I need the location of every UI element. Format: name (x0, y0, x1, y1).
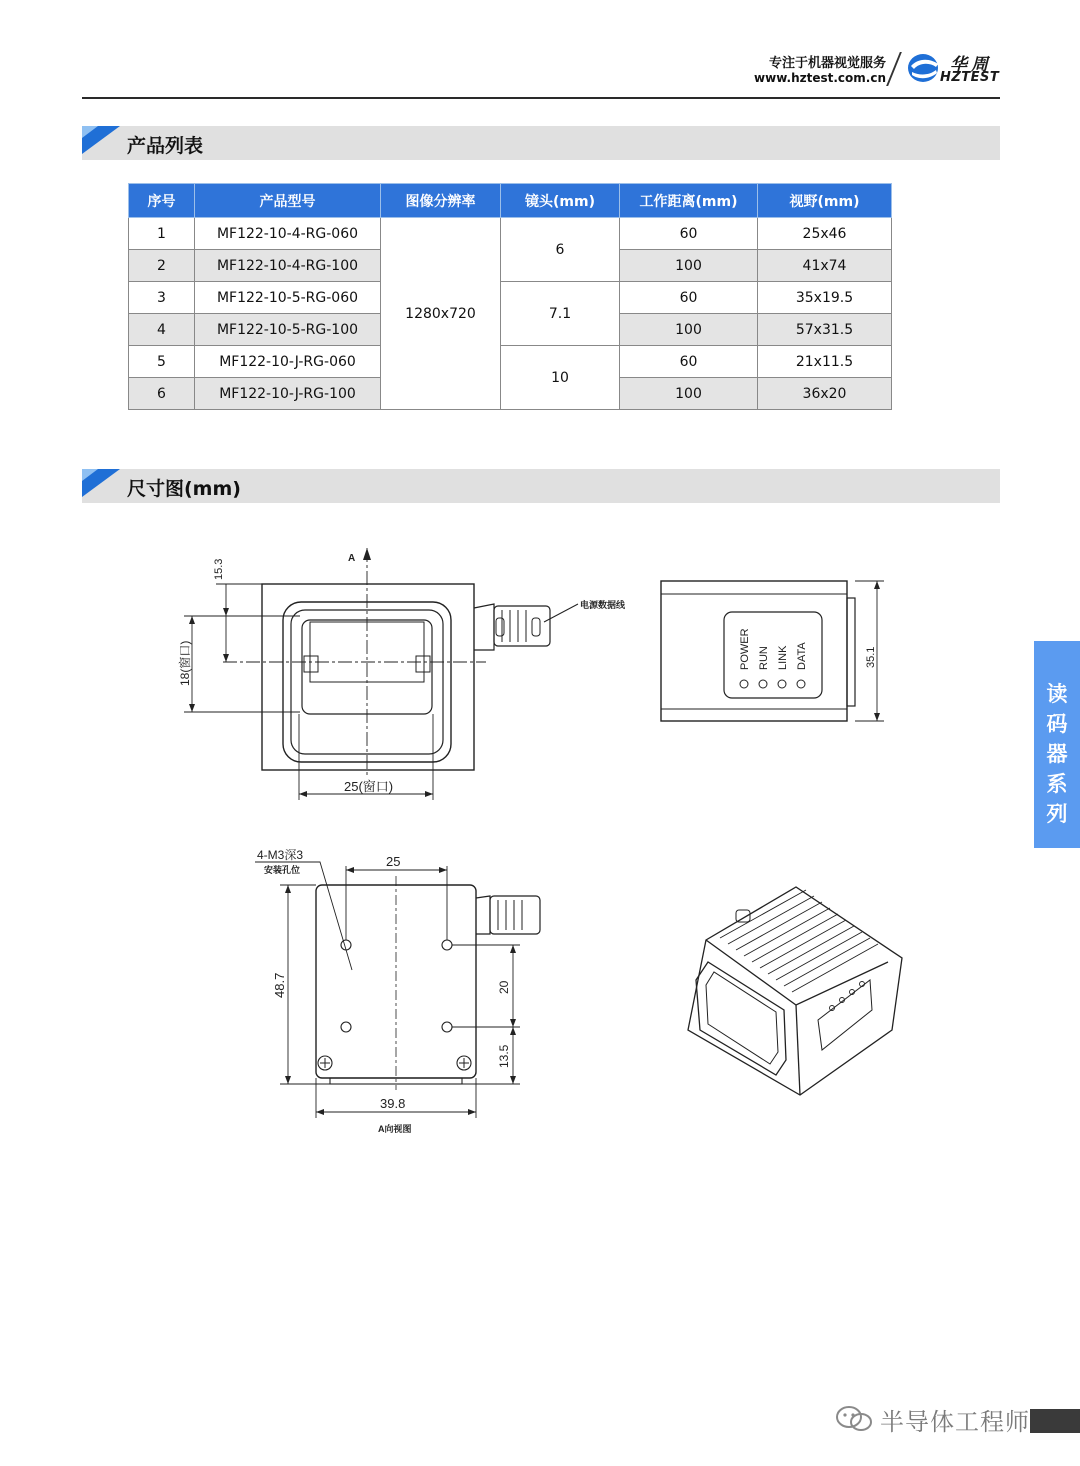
cell-model: MF122-10-4-RG-060 (195, 218, 381, 250)
cell-lens: 6 (501, 218, 620, 282)
side-tab-char: 列 (1046, 802, 1068, 826)
cell-fov: 21x11.5 (758, 346, 892, 378)
isometric-view (688, 887, 902, 1095)
side-view (661, 581, 884, 721)
label-holes-note: 安装孔位 (264, 865, 301, 875)
cell-lens: 7.1 (501, 282, 620, 346)
label-holes: 4-M3深3 (257, 848, 304, 862)
cell-no: 1 (129, 218, 195, 250)
side-tab-char: 系 (1046, 772, 1068, 796)
label-35-1: 35.1 (865, 646, 877, 668)
cell-distance: 100 (620, 314, 758, 346)
cell-model: MF122-10-J-RG-060 (195, 346, 381, 378)
page-number-corner (1030, 1409, 1080, 1433)
cell-model: MF122-10-4-RG-100 (195, 250, 381, 282)
cell-no: 6 (129, 378, 195, 410)
label-20: 20 (497, 980, 511, 994)
label-15-3: 15.3 (213, 558, 225, 580)
label-39-8: 39.8 (380, 1096, 406, 1111)
cell-fov: 41x74 (758, 250, 892, 282)
label-cable: 电源数据线 (580, 600, 626, 610)
cell-no: 2 (129, 250, 195, 282)
cell-model: MF122-10-J-RG-100 (195, 378, 381, 410)
front-view (184, 548, 578, 800)
label-25-window: 25(窗口) (344, 779, 394, 794)
logo-cn-text: 华周 (950, 55, 992, 75)
cell-fov: 57x31.5 (758, 314, 892, 346)
label-48-7: 48.7 (272, 972, 287, 998)
cell-no: 3 (129, 282, 195, 314)
cell-fov: 36x20 (758, 378, 892, 410)
header-url[interactable]: www.hztest.com.cn (754, 71, 886, 85)
side-tab-char: 读 (1046, 682, 1068, 706)
header-no: 序号 (129, 184, 195, 218)
header-resolution: 图像分辨率 (381, 184, 501, 218)
cell-distance: 60 (620, 346, 758, 378)
cell-resolution: 1280x720 (381, 218, 501, 410)
label-18-window: 18(窗口) (178, 640, 192, 686)
led-label-power: POWER (739, 628, 751, 670)
logo-en-text: HZTEST (940, 70, 1000, 85)
cell-fov: 35x19.5 (758, 282, 892, 314)
header-distance: 工作距离(mm) (620, 184, 758, 218)
header-tagline: 专注于机器视觉服务 (768, 56, 886, 71)
cell-fov: 25x46 (758, 218, 892, 250)
cell-distance: 60 (620, 282, 758, 314)
label-view-a-caption: A向视图 (378, 1124, 412, 1134)
watermark-text: 半导体工程师 (880, 1408, 1030, 1436)
label-view-a: A (348, 553, 356, 564)
side-tab-char: 器 (1046, 742, 1068, 766)
header-lens: 镜头(mm) (501, 184, 620, 218)
cell-model: MF122-10-5-RG-100 (195, 314, 381, 346)
cell-no: 4 (129, 314, 195, 346)
section-title: 产品列表 (127, 135, 204, 157)
header-fov: 视野(mm) (758, 184, 892, 218)
label-13-5: 13.5 (497, 1044, 511, 1068)
label-25: 25 (386, 854, 401, 869)
cell-distance: 100 (620, 250, 758, 282)
cell-no: 5 (129, 346, 195, 378)
side-tab-char: 码 (1046, 712, 1068, 736)
header-model: 产品型号 (195, 184, 381, 218)
cell-model: MF122-10-5-RG-060 (195, 282, 381, 314)
cell-distance: 100 (620, 378, 758, 410)
cell-lens: 10 (501, 346, 620, 410)
cell-distance: 60 (620, 218, 758, 250)
wechat-icon (835, 1404, 875, 1434)
led-label-link: LINK (777, 645, 789, 670)
led-label-run: RUN (758, 646, 770, 670)
section-title: 尺寸图(mm) (127, 478, 241, 500)
led-label-data: DATA (796, 642, 808, 670)
side-category-tab[interactable] (1034, 641, 1080, 848)
